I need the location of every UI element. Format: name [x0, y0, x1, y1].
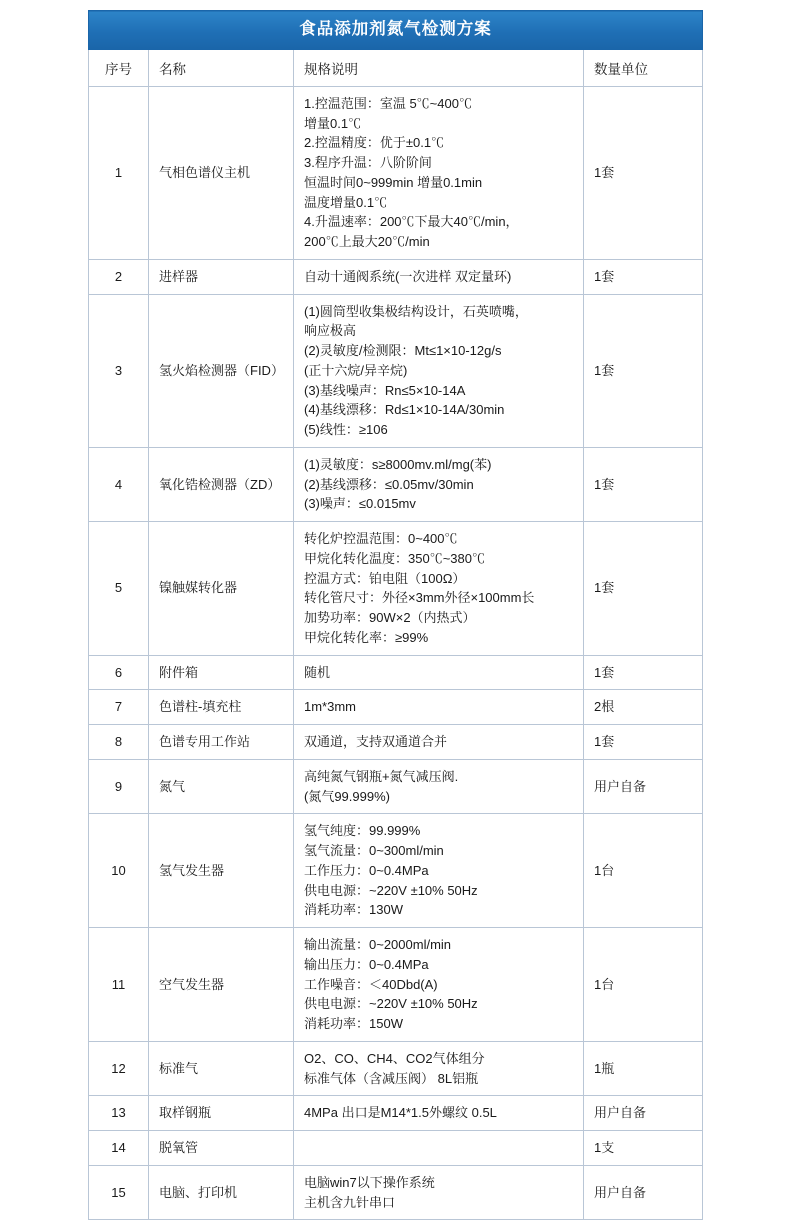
spec-line: (3)基线噪声：Rn≤5×10-14A — [304, 382, 466, 398]
cell-spec — [294, 690, 584, 725]
spec-line: 控温方式：铂电阻（100Ω） — [304, 570, 466, 586]
cell-spec — [294, 814, 584, 928]
spec-line: 甲烷化转化率：≥99% — [304, 629, 429, 645]
table-row — [89, 1131, 703, 1166]
spec-line: 输出流量：0~2000ml/min — [304, 937, 452, 953]
cell-index: 3 — [89, 294, 149, 447]
cell-spec — [294, 447, 584, 521]
cell-index: 4 — [89, 447, 149, 521]
table-row — [89, 1041, 703, 1096]
spec-line: 双通道，支持双通道合并 — [304, 734, 448, 750]
cell-index: 11 — [89, 928, 149, 1042]
column-header-name: 名称 — [149, 49, 294, 86]
spec-line: 供电电源：~220V ±10% 50Hz — [304, 996, 478, 1012]
table-row — [89, 690, 703, 725]
cell-unit: 1台 — [584, 814, 703, 928]
document-title: 食品添加剂氮气检测方案 — [89, 11, 703, 50]
spec-line: 转化炉控温范围：0~400℃ — [304, 531, 458, 547]
spec-line: (1)灵敏度：s≥8000mv.ml/mg(苯) — [304, 456, 492, 472]
spec-line: (正十六烷/异辛烷) — [304, 362, 408, 378]
table-row — [89, 294, 703, 447]
spec-line: 1.控温范围：室温 5℃~400℃ — [304, 95, 472, 111]
cell-name: 进样器 — [149, 259, 294, 294]
cell-spec — [294, 294, 584, 447]
cell-spec — [294, 655, 584, 690]
spec-line: 主机含九针串口 — [304, 1194, 396, 1210]
spec-line: 工作噪音：＜40Dbd(A) — [304, 976, 438, 992]
spec-line: 4MPa 出口是M14*1.5外螺纹 0.5L — [304, 1105, 497, 1121]
cell-unit: 1套 — [584, 86, 703, 259]
spec-line: 响应极高 — [304, 323, 357, 339]
cell-name: 电脑、打印机 — [149, 1165, 294, 1220]
spec-line: 电脑win7以下操作系统 — [304, 1174, 435, 1190]
column-header-index: 序号 — [89, 49, 149, 86]
cell-unit: 用户自备 — [584, 759, 703, 814]
cell-index: 2 — [89, 259, 149, 294]
spec-line: (3)噪声：≤0.015mv — [304, 496, 416, 512]
spec-line: 氢气纯度：99.999% — [304, 823, 421, 839]
spec-line: 转化管尺寸：外径×3mm外径×100mm长 — [304, 590, 535, 606]
spec-line: 供电电源：~220V ±10% 50Hz — [304, 882, 478, 898]
spec-line: 氢气流量：0~300ml/min — [304, 843, 444, 859]
cell-index: 9 — [89, 759, 149, 814]
spec-line: O2、CO、CH4、CO2气体组分 — [304, 1050, 485, 1066]
cell-unit: 1套 — [584, 259, 703, 294]
spec-line: 消耗功率：130W — [304, 902, 403, 918]
spec-line: 随机 — [304, 664, 331, 680]
spec-line: (2)基线漂移：≤0.05mv/30min — [304, 476, 474, 492]
spec-line: 增量0.1℃ — [304, 115, 362, 131]
spec-line: 3.程序升温：八阶阶间 — [304, 155, 432, 171]
spec-line: 高纯氮气钢瓶+氮气减压阀. — [304, 768, 459, 784]
cell-index: 10 — [89, 814, 149, 928]
column-header-spec: 规格说明 — [294, 49, 584, 86]
cell-unit: 1支 — [584, 1131, 703, 1166]
cell-index: 14 — [89, 1131, 149, 1166]
cell-name: 氢火焰检测器（FID） — [149, 294, 294, 447]
spec-line: (5)线性：≥106 — [304, 422, 388, 438]
cell-unit: 2根 — [584, 690, 703, 725]
table-row — [89, 759, 703, 814]
table-row — [89, 814, 703, 928]
cell-name: 氢气发生器 — [149, 814, 294, 928]
spec-line: 4.升温速率：200℃下最大40℃/min， — [304, 214, 519, 230]
table-row — [89, 928, 703, 1042]
table-row — [89, 1165, 703, 1220]
cell-name: 标准气 — [149, 1041, 294, 1096]
column-header-unit: 数量单位 — [584, 49, 703, 86]
spec-line: 甲烷化转化温度：350℃~380℃ — [304, 550, 485, 566]
cell-unit: 1套 — [584, 725, 703, 760]
cell-spec — [294, 1165, 584, 1220]
cell-index: 13 — [89, 1096, 149, 1131]
cell-name: 空气发生器 — [149, 928, 294, 1042]
cell-index: 1 — [89, 86, 149, 259]
cell-name: 氮气 — [149, 759, 294, 814]
specification-table — [88, 10, 703, 1220]
spec-line: 恒温时间0~999min 增量0.1min — [304, 174, 483, 190]
table-row — [89, 86, 703, 259]
cell-unit: 用户自备 — [584, 1096, 703, 1131]
table-row — [89, 447, 703, 521]
spec-line: 输出压力：0~0.4MPa — [304, 956, 429, 972]
cell-spec — [294, 725, 584, 760]
cell-index: 8 — [89, 725, 149, 760]
cell-index: 15 — [89, 1165, 149, 1220]
cell-name: 色谱专用工作站 — [149, 725, 294, 760]
spec-line: 加势功率：90W×2（内热式） — [304, 610, 476, 626]
spec-line: 消耗功率：150W — [304, 1016, 403, 1032]
cell-unit: 1套 — [584, 447, 703, 521]
spec-line: (2)灵敏度/检测限：Mt≤1×10-12g/s — [304, 343, 502, 359]
spec-line: (氮气99.999%) — [304, 788, 390, 804]
cell-index: 6 — [89, 655, 149, 690]
table-title-row — [89, 11, 703, 50]
spec-line: 200℃上最大20℃/min — [304, 234, 430, 250]
cell-name: 镍触媒转化器 — [149, 522, 294, 656]
cell-spec — [294, 259, 584, 294]
spec-line: 自动十通阀系统(一次进样 双定量环) — [304, 268, 512, 284]
cell-spec — [294, 1131, 584, 1166]
cell-spec — [294, 1041, 584, 1096]
spec-line: 2.控温精度：优于±0.1℃ — [304, 135, 445, 151]
table-row — [89, 522, 703, 656]
cell-spec — [294, 86, 584, 259]
table-body — [89, 86, 703, 1220]
cell-name: 色谱柱-填充柱 — [149, 690, 294, 725]
table-row — [89, 655, 703, 690]
cell-name: 氧化锆检测器（ZD） — [149, 447, 294, 521]
cell-index: 7 — [89, 690, 149, 725]
cell-index: 5 — [89, 522, 149, 656]
cell-unit: 1套 — [584, 655, 703, 690]
cell-unit: 用户自备 — [584, 1165, 703, 1220]
spec-line: (1)圆筒型收集极结构设计，石英喷嘴， — [304, 303, 528, 319]
cell-unit: 1套 — [584, 522, 703, 656]
cell-spec — [294, 928, 584, 1042]
cell-name: 取样钢瓶 — [149, 1096, 294, 1131]
cell-spec — [294, 759, 584, 814]
cell-unit: 1台 — [584, 928, 703, 1042]
cell-spec — [294, 1096, 584, 1131]
cell-name: 脱氧管 — [149, 1131, 294, 1166]
table-header-row — [89, 49, 703, 86]
spec-line: 标准气体（含减压阀） 8L铝瓶 — [304, 1070, 479, 1086]
spec-line: 温度增量0.1℃ — [304, 194, 388, 210]
spec-line: (4)基线漂移：Rd≤1×10-14A/30min — [304, 402, 505, 418]
cell-name: 气相色谱仪主机 — [149, 86, 294, 259]
table-row — [89, 259, 703, 294]
cell-unit: 1套 — [584, 294, 703, 447]
table-row — [89, 1096, 703, 1131]
table-row — [89, 725, 703, 760]
cell-spec — [294, 522, 584, 656]
spec-line: 工作压力：0~0.4MPa — [304, 862, 429, 878]
cell-unit: 1瓶 — [584, 1041, 703, 1096]
cell-name: 附件箱 — [149, 655, 294, 690]
spec-line: 1m*3mm — [304, 699, 357, 715]
cell-index: 12 — [89, 1041, 149, 1096]
